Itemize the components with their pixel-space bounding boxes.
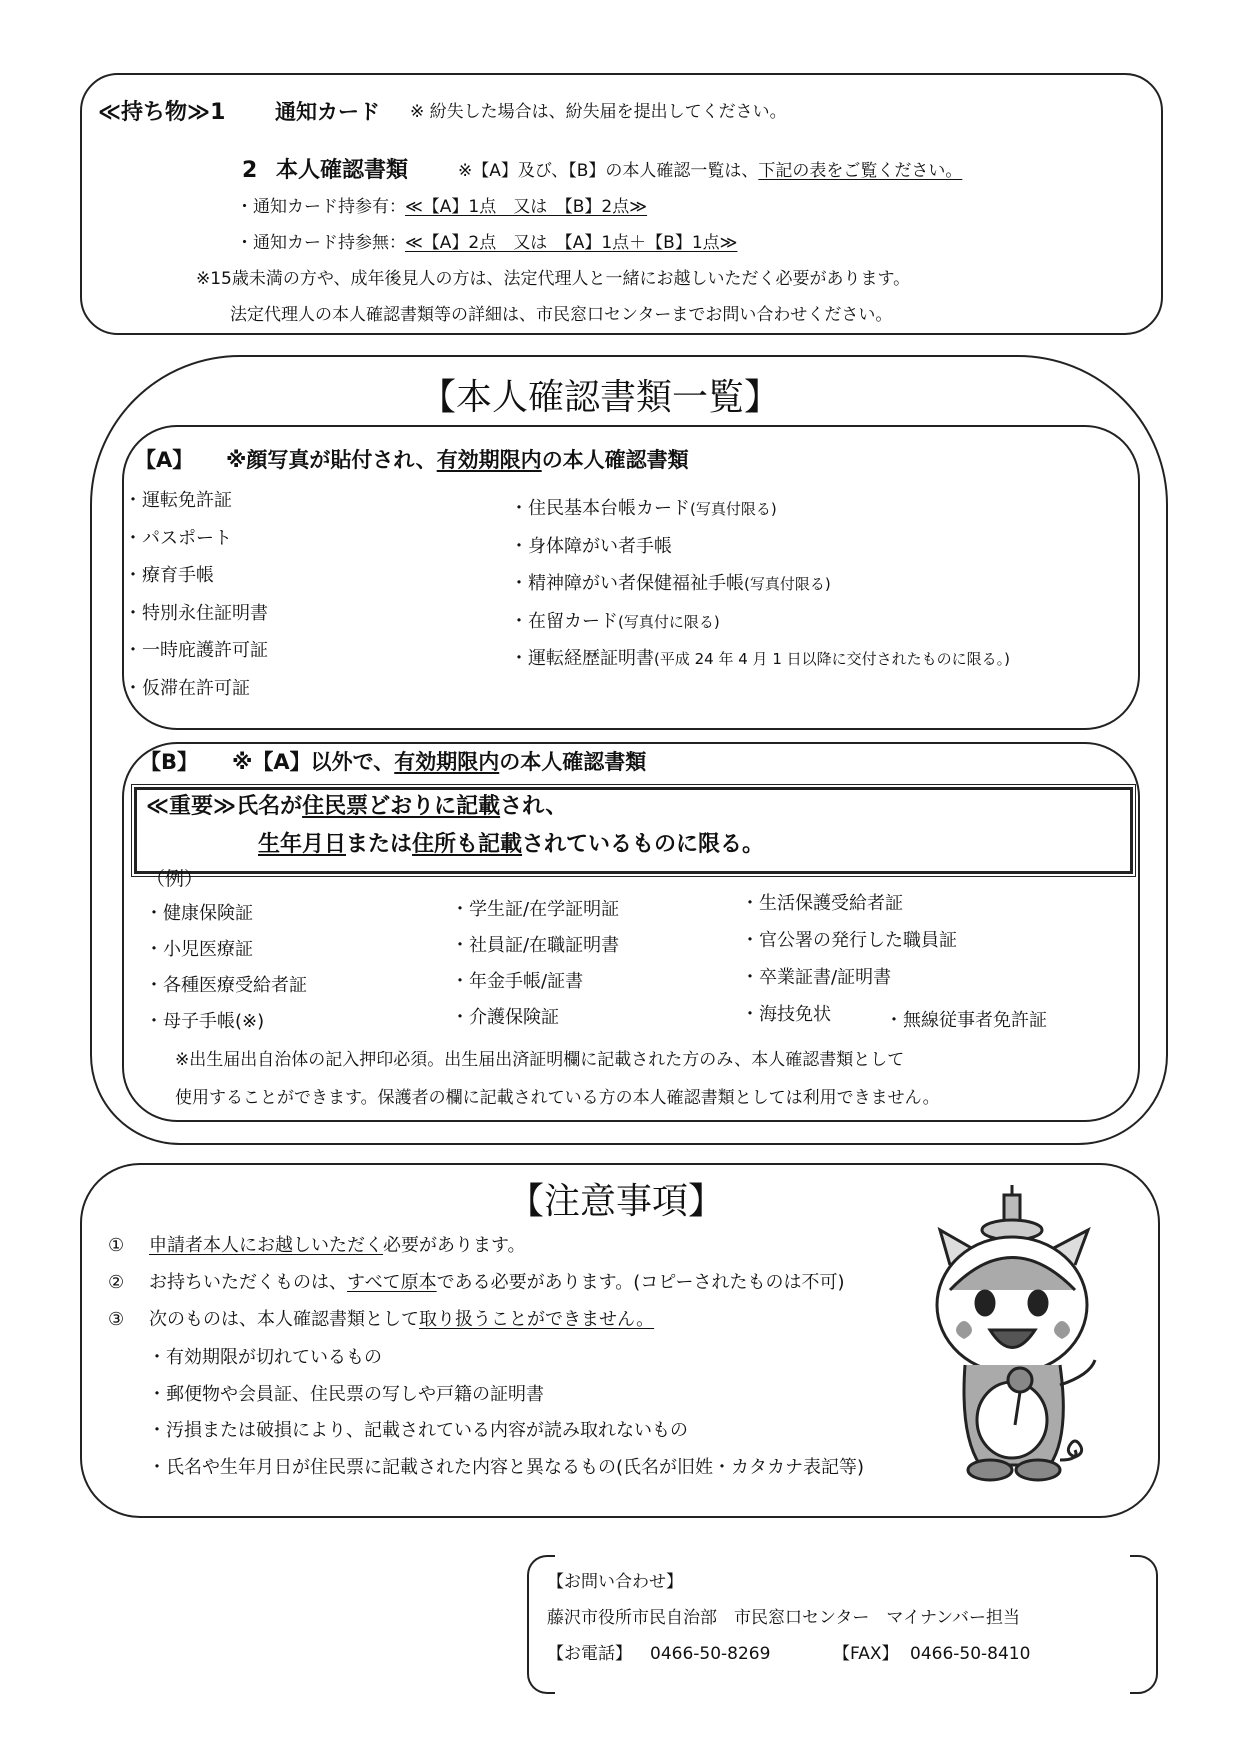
notification-card-note: ※ 紛失した場合は、紛失届を提出してください。	[410, 102, 787, 122]
note-1-number: ①	[108, 1235, 125, 1256]
without-card-label: ・通知カード持参無：	[236, 233, 406, 253]
category-b-item: ・健康保険証	[145, 903, 253, 924]
category-a-desc: ※顔写真が貼付され、有効期限内の本人確認書類	[226, 448, 689, 472]
category-b-item: ・小児医療証	[145, 939, 253, 960]
belongings-heading: ≪持ち物≫1	[98, 100, 226, 125]
category-b-item: ・社員証/在職証明書	[451, 935, 620, 956]
category-a-item: ・特別永住証明書	[124, 602, 268, 624]
note-1-text: 申請者本人にお越しいただく必要があります。	[149, 1235, 526, 1256]
category-a-tag: 【A】	[135, 448, 194, 472]
category-a-item: ・一時庇護許可証	[124, 640, 268, 661]
under15-note: ※15歳未満の方や、成年後見人の方は、法定代理人と一緒にお越しいただく必要があります。	[196, 269, 911, 289]
mother-child-note-1: ※出生届出自治体の記入押印必須。出生届出済証明欄に記載された方のみ、本人確認書類として	[175, 1050, 905, 1070]
example-label: （例）	[146, 868, 204, 890]
id-docs-number: 2	[242, 158, 258, 183]
with-card-label: ・通知カード持参有：	[236, 197, 406, 217]
category-a-item: ・精神障がい者保健福祉手帳(写真付限る)	[510, 573, 831, 594]
contact-org: 藤沢市役所市民自治部 市民窓口センター マイナンバー担当	[547, 1608, 1020, 1628]
category-b-item: ・生活保護受給者証	[741, 893, 903, 914]
important-line-2: 生年月日または住所も記載されているものに限る。	[258, 832, 765, 857]
category-a-item: ・運転経歴証明書(平成 24 年 4 月 1 日以降に交付されたものに限る。)	[510, 648, 1010, 669]
with-card-value: ≪【A】1点 又は 【B】2点≫	[405, 197, 648, 217]
notes-title: 【注意事項】	[508, 1181, 725, 1222]
category-b-item: ・母子手帳(※)	[145, 1011, 265, 1032]
contact-heading: 【お問い合わせ】	[547, 1572, 683, 1592]
category-a-item: ・身体障がい者手帳	[510, 535, 672, 557]
category-a-item: ・住民基本台帳カード(写真付限る)	[510, 498, 777, 519]
contact-phone-label: 【お電話】	[547, 1644, 632, 1664]
note-3-subitem: ・汚損または破損により、記載されている内容が読み取れないもの	[148, 1420, 688, 1441]
category-b-item: ・海技免状	[741, 1004, 831, 1025]
id-docs-note: ※【A】及び、【B】の本人確認一覧は、下記の表をご覧ください。	[458, 161, 963, 181]
category-b-item: ・各種医療受給者証	[145, 975, 307, 996]
contact-bracket-right	[1130, 1555, 1158, 1694]
notification-card-label: 通知カード	[275, 100, 380, 124]
contact-phone: 0466-50-8269	[650, 1644, 771, 1664]
without-card-value: ≪【A】2点 又は 【A】1点＋【B】1点≫	[405, 233, 738, 253]
id-docs-label: 本人確認書類	[276, 158, 409, 183]
note-2-number: ②	[108, 1272, 125, 1293]
category-b-desc: ※【A】以外で、有効期限内の本人確認書類	[232, 750, 647, 774]
category-a-item: ・療育手帳	[124, 565, 214, 586]
note-3-subitem: ・氏名や生年月日が住民票に記載された内容と異なるもの(氏名が旧姓・カタカナ表記等)	[148, 1456, 865, 1478]
important-line-1: ≪重要≫氏名が住民票どおりに記載され、	[146, 794, 568, 819]
category-a-item: ・仮滞在許可証	[124, 677, 250, 699]
note-3-subitem: ・郵便物や会員証、住民票の写しや戸籍の証明書	[148, 1383, 544, 1405]
category-b-item: ・卒業証書/証明書	[741, 967, 892, 988]
category-b-tag: 【B】	[140, 750, 199, 774]
note-3-text: 次のものは、本人確認書類として取り扱うことができません。	[149, 1309, 655, 1330]
category-b-item: ・学生証/在学証明証	[451, 899, 620, 920]
category-b-item: ・官公署の発行した職員証	[741, 930, 957, 951]
category-a-item: ・パスポート	[124, 527, 232, 549]
note-3-number: ③	[108, 1309, 125, 1330]
contact-fax: 0466-50-8410	[910, 1644, 1031, 1664]
note-2-text: お持ちいただくものは、すべて原本である必要があります。(コピーされたものは不可)	[149, 1272, 845, 1293]
mascot-illustration	[920, 1185, 1110, 1485]
note-3-subitem: ・有効期限が切れているもの	[148, 1347, 382, 1368]
id-list-title: 【本人確認書類一覧】	[420, 377, 781, 418]
legal-rep-note: 法定代理人の本人確認書類等の詳細は、市民窓口センターまでお問い合わせください。	[230, 305, 893, 325]
contact-fax-label: 【FAX】	[833, 1644, 899, 1664]
category-b-item: ・年金手帳/証書	[451, 971, 584, 992]
category-b-list-4-item: ・無線従事者免許証	[885, 1010, 1047, 1031]
mother-child-note-2: 使用することができます。保護者の欄に記載されている方の本人確認書類としては利用できません。	[175, 1088, 940, 1108]
category-b-item: ・介護保険証	[451, 1007, 559, 1028]
category-a-item: ・運転免許証	[124, 490, 232, 511]
category-a-item: ・在留カード(写真付に限る)	[510, 610, 720, 632]
